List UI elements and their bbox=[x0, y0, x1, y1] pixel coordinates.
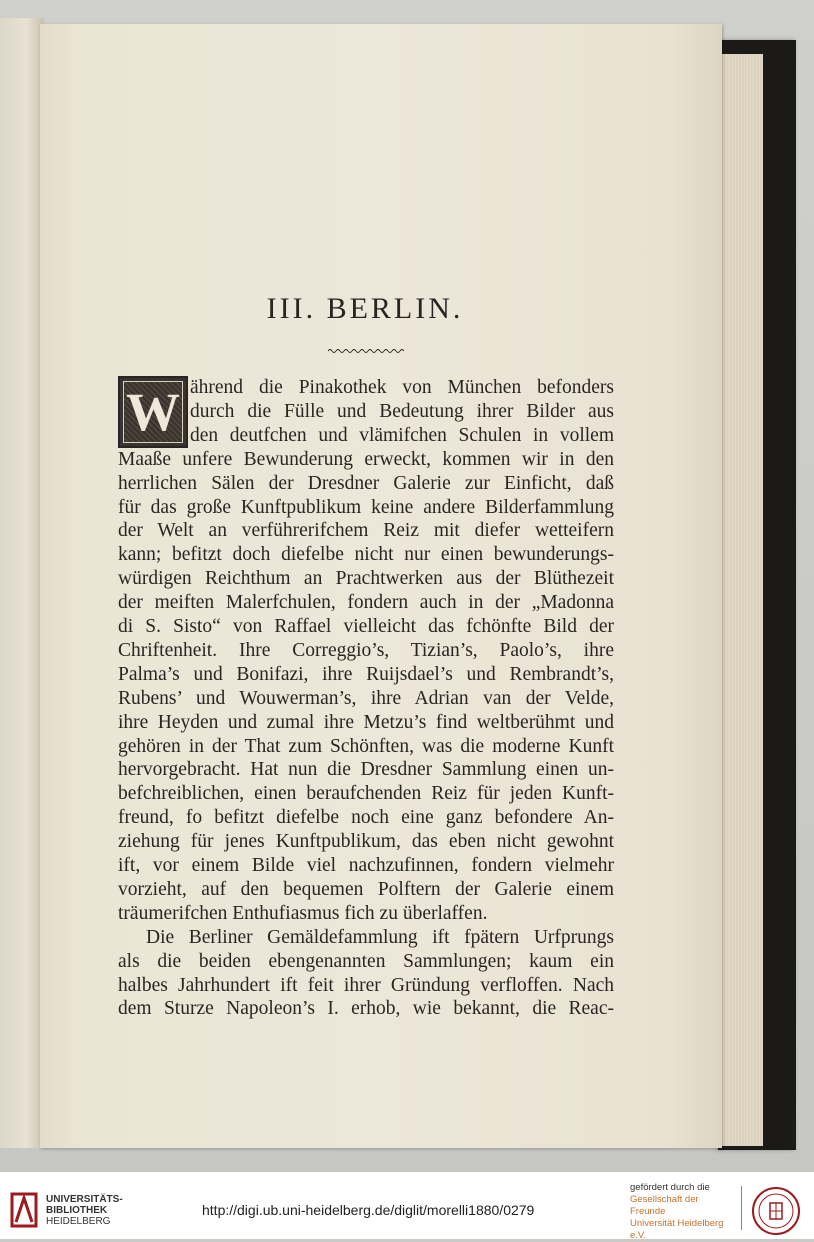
text-line: Die Berliner Gemäldefammlung ift fpätern Urfprungs bbox=[146, 926, 614, 948]
ornament-divider bbox=[328, 348, 404, 354]
text-line: halbes Jahrhundert ift feit ihrer Gründung verfloffen. Nach bbox=[118, 974, 614, 996]
text-line: Palma’s und Bonifazi, ihre Ruijsdael’s und Rembrandt’s, bbox=[118, 663, 614, 685]
ub-line1: UNIVERSITÄTS- bbox=[46, 1194, 123, 1205]
sponsor-head: gefördert durch die bbox=[630, 1182, 710, 1193]
drop-cap-letter: W bbox=[126, 382, 180, 442]
text-line: kann; befitzt doch diefelbe nicht nur einen bewunderungs- bbox=[118, 544, 614, 566]
text-line: di S. Sisto“ von Raffael vielleicht das fchönfte Bild der bbox=[118, 616, 614, 637]
text-line: würdigen Reichthum an Prachtwerken aus der Blüthezeit bbox=[118, 568, 614, 590]
text-line: ziehung für jenes Kunftpublikum, das eben nicht gewohnt bbox=[118, 831, 614, 853]
text-line: herrlichen Sälen der Dresdner Galerie zur Einficht, daß bbox=[118, 472, 614, 494]
text-line: ährend die Pinakothek von München befonders bbox=[190, 377, 614, 398]
ub-name bbox=[46, 1194, 123, 1227]
ub-line3: HEIDELBERG bbox=[46, 1216, 111, 1227]
text-line: ihre Heyden und zumal ihre Metzu’s find weltberühmt und bbox=[118, 711, 614, 733]
text-line: dem Sturze Napoleon’s I. erhob, wie bekannt, die Reac- bbox=[118, 998, 614, 1020]
text-line: der meiften Malerfchulen, fondern auch in der „Madonna bbox=[118, 592, 614, 614]
text-line: durch die Fülle und Bedeutung ihrer Bilder aus bbox=[190, 400, 614, 422]
sponsor-line2: Universität Heidelberg e.V. bbox=[630, 1218, 724, 1241]
footer-divider bbox=[741, 1186, 742, 1230]
text-line: träumerifchen Enthufiasmus fich zu überlaffen. bbox=[118, 902, 488, 924]
text-line: Chriftenheit. Ihre Correggio’s, Tizian’s, Paolo’s, ihre bbox=[118, 639, 614, 661]
footer-bar bbox=[0, 1172, 814, 1239]
text-line: hervorgebracht. Hat nun die Dresdner Sammlung einen un- bbox=[118, 759, 614, 781]
permalink-url[interactable]: http://digi.ub.uni-heidelberg.de/diglit/morelli1880/0279 bbox=[202, 1202, 535, 1218]
chapter-title: III. BERLIN. bbox=[266, 292, 464, 325]
university-seal-icon bbox=[751, 1186, 801, 1236]
text-line: den deutfchen und vlämifchen Schulen in vollem bbox=[190, 424, 614, 446]
ub-line2: BIBLIOTHEK bbox=[46, 1205, 108, 1216]
text-line: der Welt an verführerifchem Reiz mit diefer wetteifern bbox=[118, 520, 614, 542]
text-line: ift, vor einem Bilde viel nachzufinnen, fondern vielmehr bbox=[118, 855, 614, 876]
text-line: für das große Kunftpublikum keine andere Bilderfammlung bbox=[118, 496, 614, 518]
sponsor-note bbox=[630, 1182, 734, 1242]
text-line: als die beiden ebengenannten Sammlungen; kaum ein bbox=[118, 950, 614, 972]
sponsor-line1: Gesellschaft der Freunde bbox=[630, 1194, 699, 1217]
drop-cap-frame bbox=[123, 381, 183, 443]
text-line: vorzieht, auf den bequemen Polftern der Galerie einem bbox=[118, 878, 614, 900]
text-line: gehören in der That zum Schönften, was die moderne Kunft bbox=[118, 735, 614, 757]
ub-logo-icon bbox=[10, 1192, 38, 1228]
text-line: befchreiblichen, einen beraufchenden Reiz für jeden Kunft- bbox=[118, 783, 614, 805]
drop-cap bbox=[118, 376, 188, 448]
text-line: Rubens’ und Wouwerman’s, ihre Adrian van der Velde, bbox=[118, 687, 614, 709]
left-page-edge bbox=[0, 18, 44, 1148]
text-line: Maaße unfere Bewunderung erweckt, kommen wir in den bbox=[118, 448, 614, 470]
text-line: freund, fo befitzt diefelbe noch eine ganz befondere An- bbox=[118, 807, 614, 829]
